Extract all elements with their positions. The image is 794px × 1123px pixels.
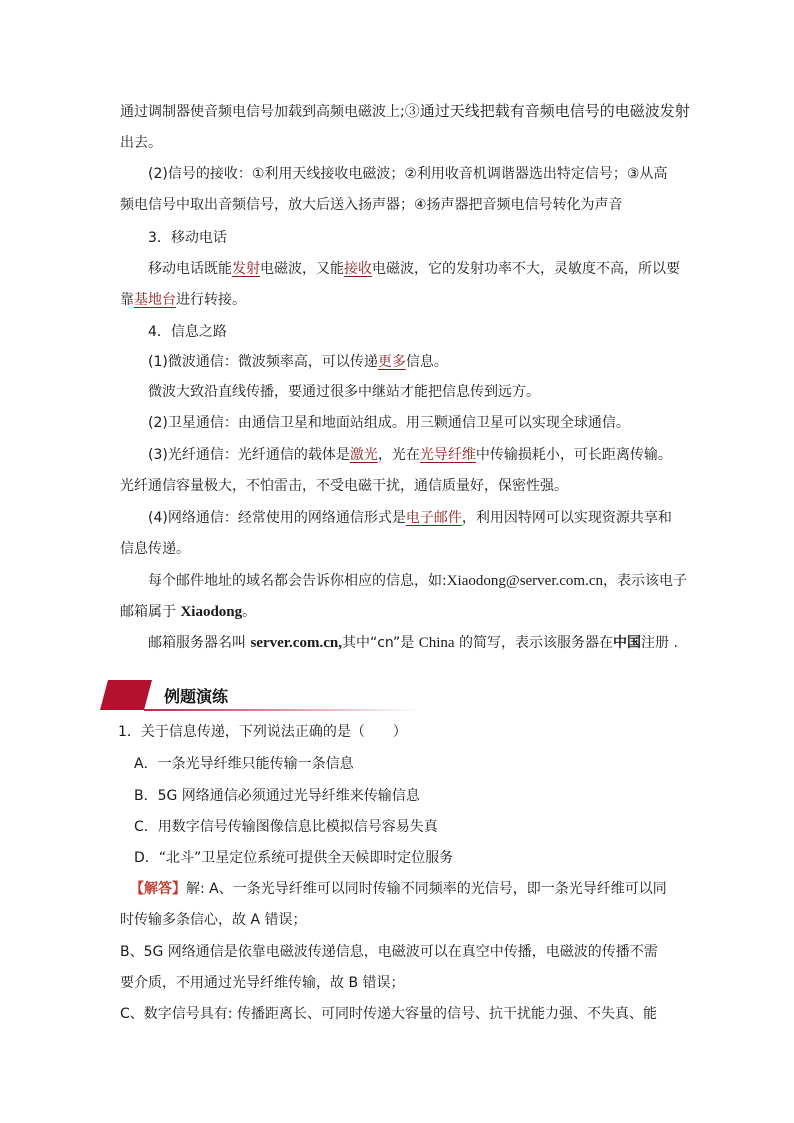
text-span: 每个邮件地址的域名都会告诉你相应的信息，如:	[148, 573, 447, 589]
text-span: 邮箱服务器名叫	[148, 635, 251, 651]
answer-line	[130, 879, 667, 899]
email-address: Xiaodong@server.com.cn	[446, 573, 603, 589]
text-span: 通过调制器使音频电信号加载到高频电磁波上;	[120, 104, 405, 120]
text-span: ③通过天线把载有音频电信号的电磁波发射	[404, 104, 690, 120]
underlined-term: 激光	[349, 447, 378, 463]
text-line: (2)信号的接收：①利用天线接收电磁波；②利用收音机调谐器选出特定信号；③从高	[148, 166, 668, 182]
answer-line: B、5G 网络通信是依靠电磁波传递信息，电磁波可以在真空中传播，电磁波的传播不需	[120, 944, 658, 960]
text-line: (2)卫星通信：由通信卫星和地面站组成。用三颗通信卫星可以实现全球通信。	[148, 415, 630, 431]
option-b: B．5G 网络通信必须通过光导纤维来传输信息	[134, 788, 420, 804]
text-line	[148, 571, 687, 591]
section-heading: 3．移动电话	[148, 230, 227, 246]
answer-line: C、数字信号具有: 传播距离长、可同时传递大容量的信号、抗干扰能力强、不失真、能	[120, 1006, 657, 1022]
answer-line: 要介质，不用通过光导纤维传输，故 B 错误；	[120, 975, 405, 991]
text-line	[148, 352, 448, 372]
text-line: 出去。	[120, 135, 162, 151]
section-heading: 4．信息之路	[148, 324, 227, 340]
text-span: 进行转接。	[176, 292, 246, 308]
text-line	[148, 633, 678, 653]
text-span: 靠	[120, 292, 134, 308]
text-span: (1)微波通信：微波频率高，可以传递	[148, 354, 378, 370]
text-span: (3)光纤通信：光纤通信的载体是	[148, 447, 350, 463]
text-line	[120, 602, 256, 622]
text-span: 。	[242, 604, 257, 620]
text-span: 移动电话既能	[148, 261, 232, 277]
text-span: 中传输损耗小，可长距离传输。	[475, 447, 672, 463]
text-span: 其中“cn”是	[341, 635, 419, 651]
text-span: ，利用因特网可以实现资源共享和	[461, 510, 672, 526]
bold-term: Xiaodong	[180, 604, 243, 620]
text-line	[120, 102, 690, 122]
text-span: 的简写，表示该服务器在	[454, 635, 614, 651]
answer-tag: 【解答】	[130, 881, 186, 897]
text-line: 频电信号中取出音频信号，放大后送入扬声器；④扬声器把音频电信号转化为声音	[120, 197, 623, 213]
text-line: 光纤通信容量极大，不怕雷击，不受电磁干扰，通信质量好，保密性强。	[120, 478, 568, 494]
section-title: 例题演练	[164, 687, 229, 706]
underlined-term: 发射	[232, 261, 260, 277]
underlined-term: 接收	[344, 261, 372, 277]
text-span: (4)网络通信：经常使用的网络通信形式是	[148, 510, 406, 526]
text-line	[148, 445, 672, 465]
text-span: 邮箱属于	[120, 604, 181, 620]
text-span: China	[418, 635, 455, 651]
text-span: 电磁波，又能	[260, 261, 344, 277]
text-line	[148, 508, 672, 528]
text-line	[148, 259, 680, 279]
bold-term: server.com.cn,	[250, 635, 342, 651]
option-c: C．用数字信号传输图像信息比模拟信号容易失真	[134, 819, 438, 835]
text-line	[120, 290, 246, 310]
text-line: 信息传递。	[120, 541, 190, 557]
bold-term: 中国	[613, 635, 642, 651]
text-span: 电磁波，它的发射功率不大，灵敏度不高，所以要	[372, 261, 680, 277]
banner-shape-icon	[100, 678, 420, 712]
text-line: 微波大致沿直线传播，要通过很多中继站才能把信息传到远方。	[148, 384, 540, 400]
text-span: 信息。	[405, 354, 448, 370]
underlined-term: 电子邮件	[405, 510, 462, 526]
text-span: ，光在	[377, 447, 420, 463]
option-a: A．一条光导纤维只能传输一条信息	[134, 756, 354, 772]
underlined-term: 光导纤维	[419, 447, 476, 463]
option-d: D．“北斗”卫星定位系统可提供全天候即时定位服务	[134, 850, 454, 866]
section-banner	[100, 678, 420, 712]
text-span: 解: A、一条光导纤维可以同时传输不同频率的光信号，即一条光导纤维可以同	[186, 881, 667, 897]
underlined-term: 基地台	[134, 292, 176, 308]
text-span: ，表示该电子	[603, 573, 687, 589]
question-stem: 1．关于信息传递，下列说法正确的是（ ）	[118, 724, 407, 740]
answer-line: 时传输多条信心，故 A 错误；	[120, 912, 307, 928]
underlined-term: 更多	[377, 354, 406, 370]
text-span: 注册 .	[641, 635, 678, 651]
